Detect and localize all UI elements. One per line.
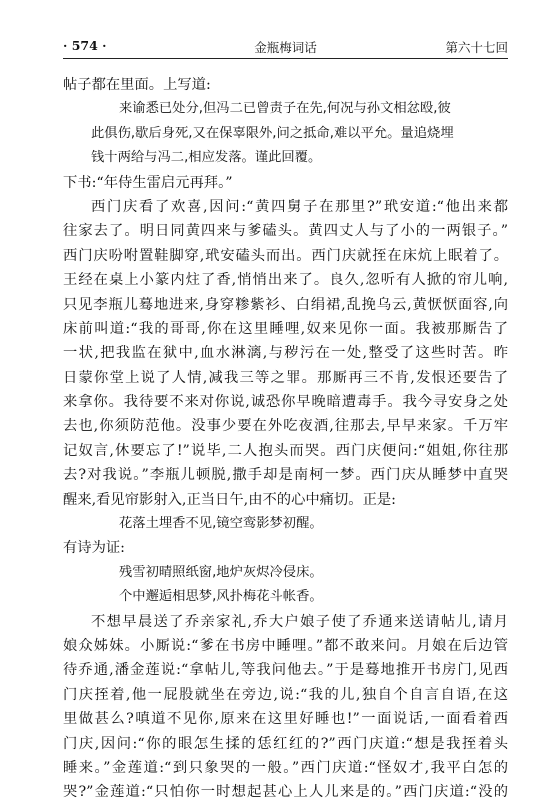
header-rule	[63, 58, 508, 59]
verse-line: 来谕悉已处分,但冯二已曾责子在先,何况与孙文相忿殴,彼	[119, 101, 451, 117]
running-header	[63, 36, 508, 58]
text-line: 来拿你。我待要不来对你说,诚恐你早晚暗遭毒手。我今寻安身之处	[63, 394, 508, 411]
verse-line: 此俱伤,歇后身死,又在保辜限外,问之抵命,难以平允。量追烧埋	[91, 125, 454, 141]
text-line: 只见李瓶儿蓦地进来,身穿糁紫衫、白绢裙,乱挽乌云,黄恹恹面容,向	[63, 296, 508, 313]
text-line: 床前叫道:“我的哥哥,你在这里睡哩,奴来见你一面。我被那厮告了	[63, 320, 508, 337]
text-line: 门庆挃着,他一屁股就坐在旁边,说:“我的儿,独自个自言自语,在这	[63, 686, 508, 703]
verse-line: 花落土埋香不见,镜空鸾影梦初醒。	[119, 516, 323, 532]
text-line: 西门庆吩咐置鞋脚穿,玳安磕头而出。西门庆就挃在床炕上眠着了。	[63, 247, 508, 264]
text-line: 一状,把我监在狱中,血水淋漓,与秽污在一处,整受了这些时苦。昨	[63, 345, 508, 362]
text-line: 往家去了。明日同黄四来与爹磕头。黄四丈人与了小的一两银子。”	[63, 223, 508, 240]
text-line: 有诗为证:	[63, 540, 126, 557]
text-line: 哭?”金莲道:“只怕你一时想起甚心上人儿来是的。”西门庆道:“没的	[63, 784, 508, 801]
text-line: 待乔通,潘金莲说:“拿帖儿,等我问他去。”于是蓦地推开书房门,见西	[63, 662, 508, 679]
verse-line: 个中邂逅相思梦,风扑梅花斗帐香。	[119, 589, 323, 605]
chapter-title: 第六十七回	[445, 40, 508, 55]
text-line: 日蒙你堂上说了人情,减我三等之罪。那厮再三不肯,发恨还要告了	[63, 369, 508, 386]
text-line: 帖子都在里面。上写道:	[63, 77, 211, 93]
verse-line: 残雪初晴照纸窗,地炉灰烬冷侵床。	[119, 564, 323, 580]
verse-line: 钱十两给与冯二,相应发落。谨此回覆。	[91, 150, 322, 166]
text-line: 记奴言,休要忘了!”说毕,二人抱头而哭。西门庆便问:“姐姐,你往那	[63, 442, 508, 459]
text-line: 里做甚么?嗔道不见你,原来在这里好睡也!”一面说话,一面看着西	[63, 711, 508, 728]
text-line: 西门庆看了欢喜,因问:“黄四舅子在那里?”玳安道:“他出来都	[91, 198, 508, 215]
text-line: 睡来。”金莲道:“到只象哭的一般。”西门庆道:“怪奴才,我平白怎的	[63, 759, 508, 776]
text-line: 娘众姊妹。小厮说:“爹在书房中睡哩。”都不敢来问。月娘在后边管	[63, 637, 508, 654]
text-line: 醒来,看见帘影射入,正当日午,由不的心中痛切。正是:	[63, 491, 396, 508]
page-number: · 574 ·	[63, 38, 107, 53]
text-line: 不想早晨送了乔亲家礼,乔大户娘子使了乔通来送请帖儿,请月	[91, 613, 508, 630]
page-body	[63, 73, 508, 801]
text-line: 门庆,因问:“你的眼怎生揉的恁红红的?”西门庆道:“想是我挃着头	[63, 735, 508, 752]
book-title: 金瓶梅词话	[254, 40, 317, 55]
text-line: 下书:“年侍生雷启元再拜。”	[63, 174, 233, 191]
text-line: 去也,你须防范他。没事少要在外吃夜酒,往那去,早早来家。千万牢	[63, 418, 508, 435]
text-line: 王经在桌上小篆内炷了香,悄悄出来了。良久,忽听有人掀的帘儿响,	[63, 272, 508, 289]
text-line: 去?对我说。”李瓶儿顿脱,撒手却是南柯一梦。西门庆从睡梦中直哭	[63, 467, 508, 484]
